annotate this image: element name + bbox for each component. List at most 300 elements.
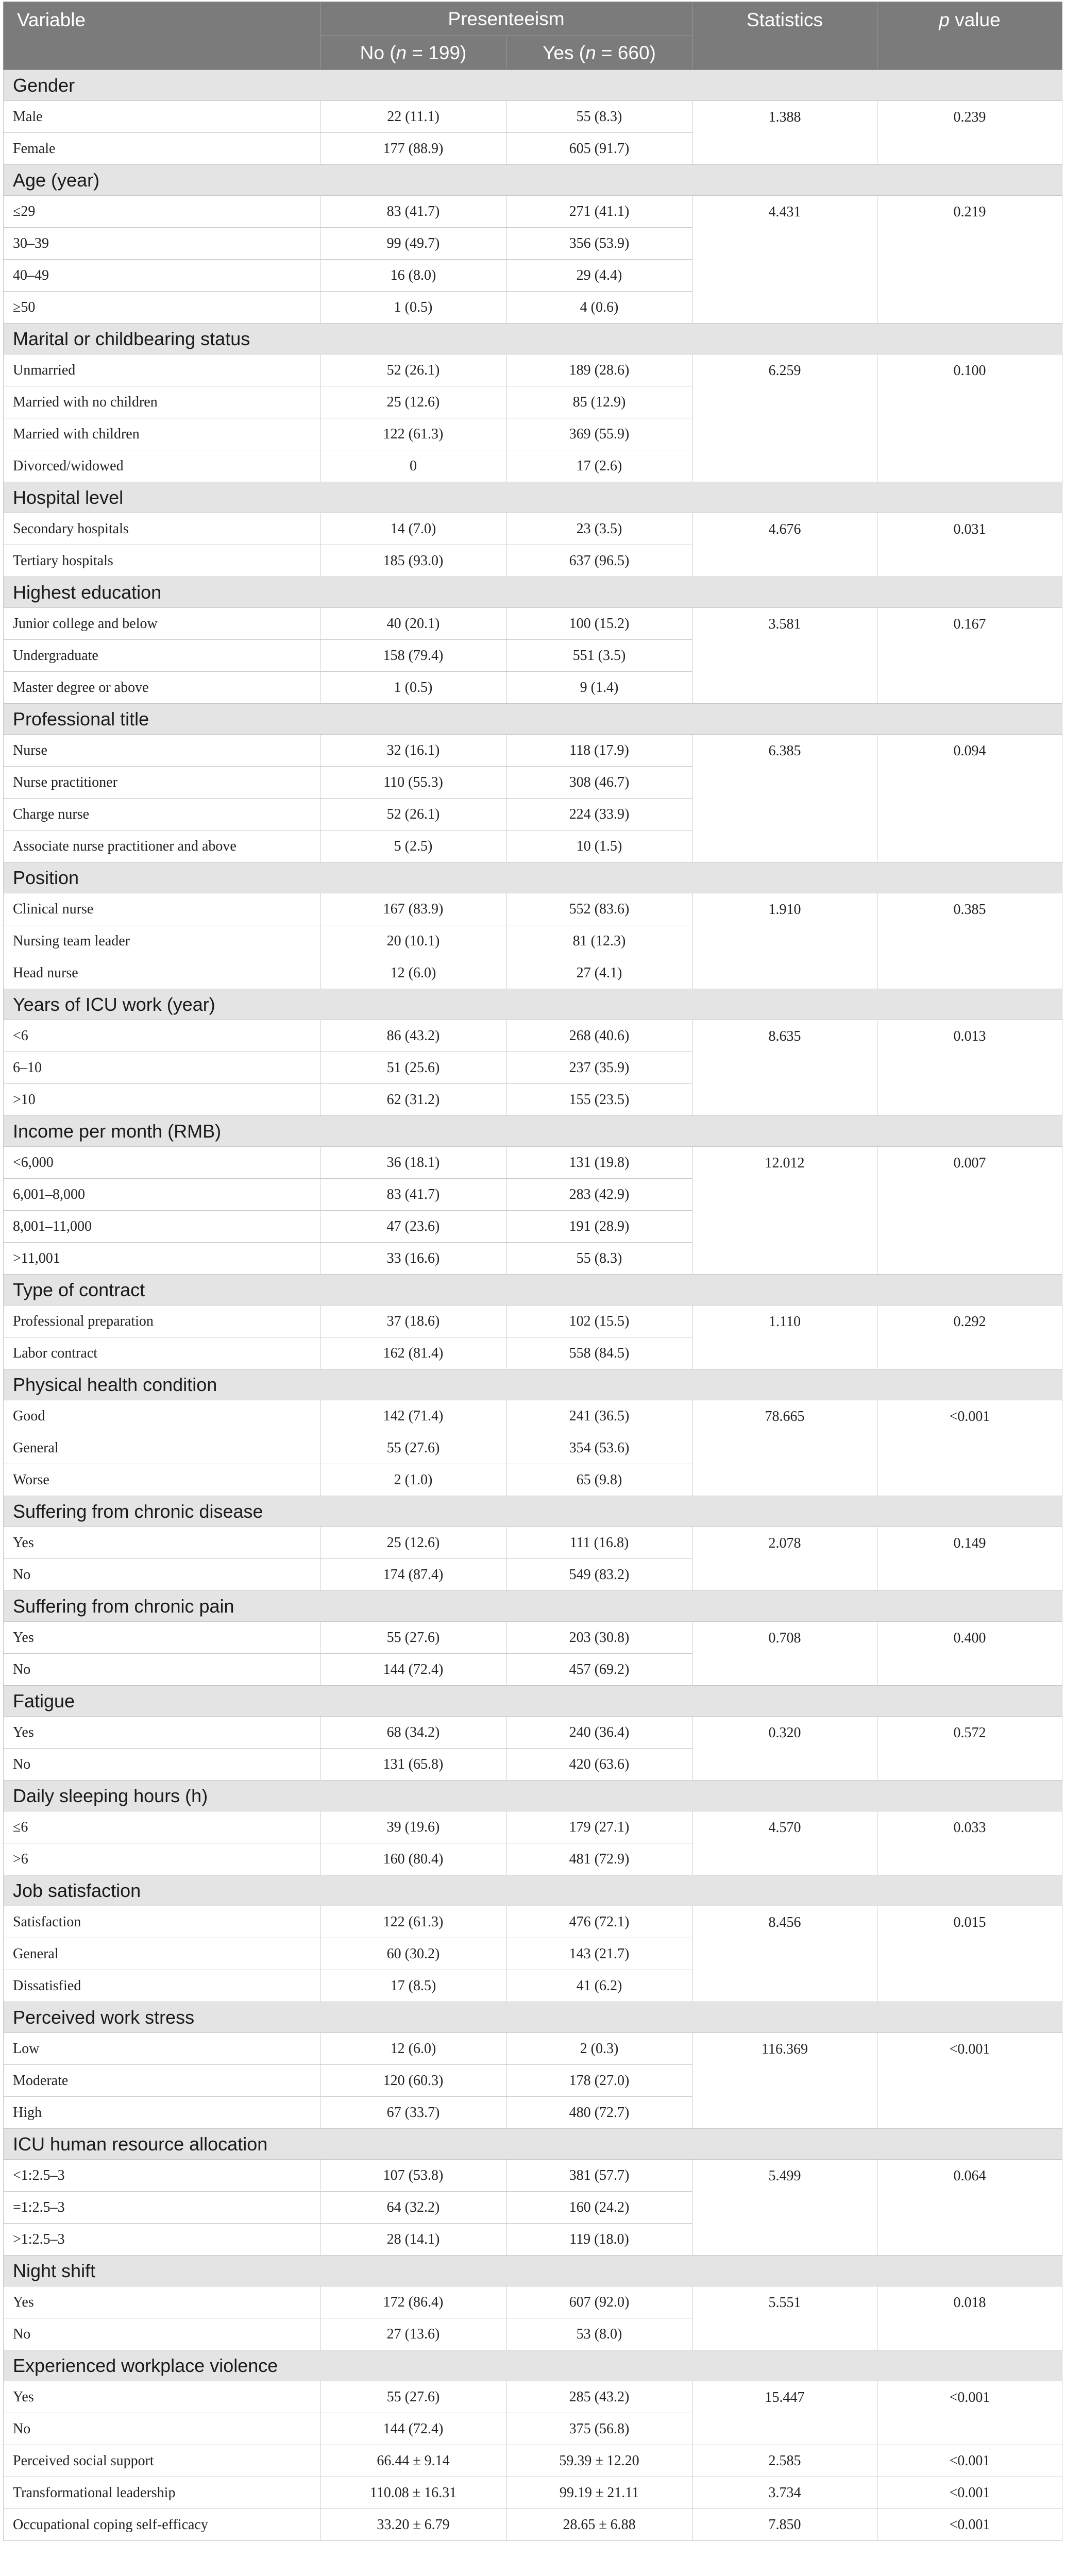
statistic-value: 4.676 xyxy=(692,513,877,577)
yes-presenteeism-value: 99.19 ± 21.11 xyxy=(506,2477,692,2509)
no-presenteeism-value: 60 (30.2) xyxy=(320,1938,506,1970)
section-title: Perceived work stress xyxy=(4,2002,1062,2033)
yes-presenteeism-header xyxy=(506,36,692,70)
yes-presenteeism-value: 179 (27.1) xyxy=(506,1811,692,1843)
no-presenteeism-value: 14 (7.0) xyxy=(320,513,506,545)
table-row xyxy=(4,513,1062,545)
yes-presenteeism-value: 155 (23.5) xyxy=(506,1084,692,1116)
no-n-symbol: n xyxy=(396,42,407,63)
row-label: Junior college and below xyxy=(4,608,320,640)
section-row xyxy=(4,1591,1062,1622)
yes-presenteeism-value: 143 (21.7) xyxy=(506,1938,692,1970)
statistic-value: 2.585 xyxy=(692,2445,877,2477)
variable-header: Variable xyxy=(4,2,320,70)
section-title: Income per month (RMB) xyxy=(4,1116,1062,1147)
yes-presenteeism-value: 27 (4.1) xyxy=(506,957,692,989)
row-label: >6 xyxy=(4,1843,320,1875)
statistic-value: 6.385 xyxy=(692,735,877,862)
no-presenteeism-value: 120 (60.3) xyxy=(320,2065,506,2097)
row-label: Perceived social support xyxy=(4,2445,320,2477)
row-label: Master degree or above xyxy=(4,672,320,704)
no-presenteeism-value: 2 (1.0) xyxy=(320,1464,506,1496)
section-title: Professional title xyxy=(4,704,1062,735)
yes-presenteeism-value: 551 (3.5) xyxy=(506,640,692,672)
row-label: 8,001–11,000 xyxy=(4,1211,320,1243)
section-row xyxy=(4,324,1062,354)
no-presenteeism-value: 83 (41.7) xyxy=(320,1179,506,1211)
row-label: 40–49 xyxy=(4,260,320,292)
yes-presenteeism-value: 283 (42.9) xyxy=(506,1179,692,1211)
row-label: No xyxy=(4,1749,320,1781)
table-row xyxy=(4,735,1062,767)
table-row xyxy=(4,354,1062,386)
no-presenteeism-value: 39 (19.6) xyxy=(320,1811,506,1843)
row-label: High xyxy=(4,2097,320,2129)
section-row xyxy=(4,577,1062,608)
no-presenteeism-value: 33.20 ± 6.79 xyxy=(320,2509,506,2541)
no-presenteeism-value: 66.44 ± 9.14 xyxy=(320,2445,506,2477)
no-presenteeism-value: 51 (25.6) xyxy=(320,1052,506,1084)
yes-presenteeism-value: 81 (12.3) xyxy=(506,925,692,957)
statistic-value: 12.012 xyxy=(692,1147,877,1275)
row-label: Worse xyxy=(4,1464,320,1496)
row-label: General xyxy=(4,1432,320,1464)
p-value: 0.031 xyxy=(877,513,1062,577)
section-row xyxy=(4,1116,1062,1147)
statistic-value: 3.734 xyxy=(692,2477,877,2509)
no-presenteeism-value: 160 (80.4) xyxy=(320,1843,506,1875)
section-title: Job satisfaction xyxy=(4,1875,1062,1906)
no-presenteeism-value: 28 (14.1) xyxy=(320,2224,506,2256)
row-label: Male xyxy=(4,101,320,133)
row-label: ≤6 xyxy=(4,1811,320,1843)
no-presenteeism-value: 52 (26.1) xyxy=(320,354,506,386)
no-presenteeism-value: 1 (0.5) xyxy=(320,292,506,324)
p-value: 0.400 xyxy=(877,1622,1062,1686)
statistic-value: 5.551 xyxy=(692,2286,877,2350)
statistic-value: 3.581 xyxy=(692,608,877,704)
statistic-value: 1.388 xyxy=(692,101,877,165)
row-label: >11,001 xyxy=(4,1243,320,1275)
row-label: Yes xyxy=(4,1717,320,1749)
row-label: No xyxy=(4,1559,320,1591)
no-presenteeism-value: 158 (79.4) xyxy=(320,640,506,672)
p-value: 0.239 xyxy=(877,101,1062,165)
section-row xyxy=(4,165,1062,196)
no-label: No ( xyxy=(360,42,396,63)
statistic-value: 8.456 xyxy=(692,1906,877,2002)
presenteeism-table xyxy=(3,2,1062,2541)
section-row xyxy=(4,2350,1062,2381)
yes-presenteeism-value: 10 (1.5) xyxy=(506,831,692,862)
yes-presenteeism-value: 224 (33.9) xyxy=(506,799,692,831)
no-presenteeism-value: 62 (31.2) xyxy=(320,1084,506,1116)
yes-label: Yes ( xyxy=(543,42,586,63)
p-value: 0.015 xyxy=(877,1906,1062,2002)
p-value-header xyxy=(877,2,1062,70)
row-label: Yes xyxy=(4,2381,320,2413)
table-row xyxy=(4,2477,1062,2509)
table-row xyxy=(4,1147,1062,1179)
yes-presenteeism-value: 381 (57.7) xyxy=(506,2160,692,2192)
yes-presenteeism-value: 111 (16.8) xyxy=(506,1527,692,1559)
yes-presenteeism-value: 375 (56.8) xyxy=(506,2413,692,2445)
yes-presenteeism-value: 356 (53.9) xyxy=(506,228,692,260)
yes-presenteeism-value: 481 (72.9) xyxy=(506,1843,692,1875)
no-presenteeism-value: 52 (26.1) xyxy=(320,799,506,831)
yes-presenteeism-value: 203 (30.8) xyxy=(506,1622,692,1654)
statistic-value: 5.499 xyxy=(692,2160,877,2256)
no-presenteeism-value: 172 (86.4) xyxy=(320,2286,506,2318)
no-presenteeism-value: 131 (65.8) xyxy=(320,1749,506,1781)
row-label: Clinical nurse xyxy=(4,893,320,925)
table-body xyxy=(4,70,1062,2541)
section-row xyxy=(4,2129,1062,2160)
p-value: <0.001 xyxy=(877,2445,1062,2477)
table-row xyxy=(4,1527,1062,1559)
p-value: 0.292 xyxy=(877,1306,1062,1369)
section-row xyxy=(4,1369,1062,1400)
no-presenteeism-value: 47 (23.6) xyxy=(320,1211,506,1243)
table-row xyxy=(4,1306,1062,1337)
section-title: Suffering from chronic pain xyxy=(4,1591,1062,1622)
section-title: ICU human resource allocation xyxy=(4,2129,1062,2160)
yes-presenteeism-value: 41 (6.2) xyxy=(506,1970,692,2002)
row-label: >10 xyxy=(4,1084,320,1116)
table-header xyxy=(4,2,1062,70)
p-value: 0.100 xyxy=(877,354,1062,482)
row-label: Divorced/widowed xyxy=(4,450,320,482)
section-row xyxy=(4,1275,1062,1306)
row-label: Moderate xyxy=(4,2065,320,2097)
yes-presenteeism-value: 271 (41.1) xyxy=(506,196,692,228)
row-label: Unmarried xyxy=(4,354,320,386)
p-value: 0.219 xyxy=(877,196,1062,324)
no-presenteeism-value: 185 (93.0) xyxy=(320,545,506,577)
table-row xyxy=(4,1622,1062,1654)
no-presenteeism-value: 122 (61.3) xyxy=(320,418,506,450)
p-value: 0.149 xyxy=(877,1527,1062,1591)
p-value-text: value xyxy=(949,9,1001,30)
yes-presenteeism-value: 607 (92.0) xyxy=(506,2286,692,2318)
row-label: Tertiary hospitals xyxy=(4,545,320,577)
section-row xyxy=(4,704,1062,735)
yes-presenteeism-value: 100 (15.2) xyxy=(506,608,692,640)
no-presenteeism-value: 27 (13.6) xyxy=(320,2318,506,2350)
yes-presenteeism-value: 241 (36.5) xyxy=(506,1400,692,1432)
yes-presenteeism-value: 55 (8.3) xyxy=(506,101,692,133)
section-title: Years of ICU work (year) xyxy=(4,989,1062,1020)
yes-presenteeism-value: 53 (8.0) xyxy=(506,2318,692,2350)
section-title: Suffering from chronic disease xyxy=(4,1496,1062,1527)
yes-presenteeism-value: 480 (72.7) xyxy=(506,2097,692,2129)
row-label: Married with children xyxy=(4,418,320,450)
no-presenteeism-value: 144 (72.4) xyxy=(320,1654,506,1686)
row-label: Married with no children xyxy=(4,386,320,418)
section-row xyxy=(4,482,1062,513)
no-presenteeism-value: 0 xyxy=(320,450,506,482)
table-row xyxy=(4,2445,1062,2477)
yes-presenteeism-value: 268 (40.6) xyxy=(506,1020,692,1052)
no-presenteeism-value: 25 (12.6) xyxy=(320,1527,506,1559)
no-presenteeism-value: 86 (43.2) xyxy=(320,1020,506,1052)
yes-presenteeism-value: 2 (0.3) xyxy=(506,2033,692,2065)
table-row xyxy=(4,1400,1062,1432)
section-title: Night shift xyxy=(4,2256,1062,2286)
p-value: <0.001 xyxy=(877,1400,1062,1496)
row-label: Charge nurse xyxy=(4,799,320,831)
no-presenteeism-value: 32 (16.1) xyxy=(320,735,506,767)
row-label: General xyxy=(4,1938,320,1970)
yes-presenteeism-value: 119 (18.0) xyxy=(506,2224,692,2256)
no-presenteeism-value: 25 (12.6) xyxy=(320,386,506,418)
section-title: Gender xyxy=(4,70,1062,101)
no-presenteeism-value: 12 (6.0) xyxy=(320,957,506,989)
yes-presenteeism-value: 354 (53.6) xyxy=(506,1432,692,1464)
no-presenteeism-value: 17 (8.5) xyxy=(320,1970,506,2002)
no-presenteeism-value: 40 (20.1) xyxy=(320,608,506,640)
table-row xyxy=(4,608,1062,640)
no-presenteeism-value: 16 (8.0) xyxy=(320,260,506,292)
yes-presenteeism-value: 476 (72.1) xyxy=(506,1906,692,1938)
row-label: Yes xyxy=(4,1527,320,1559)
row-label: Good xyxy=(4,1400,320,1432)
yes-presenteeism-value: 637 (96.5) xyxy=(506,545,692,577)
no-presenteeism-value: 177 (88.9) xyxy=(320,133,506,165)
statistic-value: 4.570 xyxy=(692,1811,877,1875)
p-value: 0.167 xyxy=(877,608,1062,704)
no-presenteeism-value: 110.08 ± 16.31 xyxy=(320,2477,506,2509)
yes-presenteeism-value: 65 (9.8) xyxy=(506,1464,692,1496)
section-row xyxy=(4,2256,1062,2286)
statistic-value: 4.431 xyxy=(692,196,877,324)
p-value: 0.572 xyxy=(877,1717,1062,1781)
statistic-value: 0.708 xyxy=(692,1622,877,1686)
table-row xyxy=(4,196,1062,228)
row-label: Professional preparation xyxy=(4,1306,320,1337)
yes-presenteeism-value: 308 (46.7) xyxy=(506,767,692,799)
table-row xyxy=(4,2286,1062,2318)
no-presenteeism-value: 67 (33.7) xyxy=(320,2097,506,2129)
section-title: Physical health condition xyxy=(4,1369,1062,1400)
yes-presenteeism-value: 17 (2.6) xyxy=(506,450,692,482)
table-row xyxy=(4,893,1062,925)
row-label: Low xyxy=(4,2033,320,2065)
row-label: Occupational coping self-efficacy xyxy=(4,2509,320,2541)
row-label: ≤29 xyxy=(4,196,320,228)
section-row xyxy=(4,862,1062,893)
section-row xyxy=(4,1875,1062,1906)
p-symbol: p xyxy=(939,9,950,30)
row-label: Dissatisfied xyxy=(4,1970,320,2002)
no-presenteeism-value: 12 (6.0) xyxy=(320,2033,506,2065)
yes-presenteeism-value: 237 (35.9) xyxy=(506,1052,692,1084)
row-label: 6,001–8,000 xyxy=(4,1179,320,1211)
yes-count: = 660) xyxy=(596,42,656,63)
row-label: Nursing team leader xyxy=(4,925,320,957)
section-title: Age (year) xyxy=(4,165,1062,196)
section-row xyxy=(4,1496,1062,1527)
yes-presenteeism-value: 549 (83.2) xyxy=(506,1559,692,1591)
yes-presenteeism-value: 558 (84.5) xyxy=(506,1337,692,1369)
yes-presenteeism-value: 59.39 ± 12.20 xyxy=(506,2445,692,2477)
yes-presenteeism-value: 55 (8.3) xyxy=(506,1243,692,1275)
no-presenteeism-value: 64 (32.2) xyxy=(320,2192,506,2224)
section-title: Fatigue xyxy=(4,1686,1062,1717)
no-presenteeism-value: 1 (0.5) xyxy=(320,672,506,704)
no-presenteeism-value: 36 (18.1) xyxy=(320,1147,506,1179)
section-title: Highest education xyxy=(4,577,1062,608)
no-presenteeism-value: 110 (55.3) xyxy=(320,767,506,799)
p-value: 0.007 xyxy=(877,1147,1062,1275)
table-row xyxy=(4,101,1062,133)
statistic-value: 15.447 xyxy=(692,2381,877,2445)
row-label: No xyxy=(4,2318,320,2350)
statistic-value: 2.078 xyxy=(692,1527,877,1591)
row-label: Transformational leadership xyxy=(4,2477,320,2509)
p-value: <0.001 xyxy=(877,2381,1062,2445)
yes-presenteeism-value: 9 (1.4) xyxy=(506,672,692,704)
yes-presenteeism-value: 285 (43.2) xyxy=(506,2381,692,2413)
row-label: Yes xyxy=(4,1622,320,1654)
section-title: Daily sleeping hours (h) xyxy=(4,1781,1062,1811)
p-value: 0.013 xyxy=(877,1020,1062,1116)
p-value: 0.018 xyxy=(877,2286,1062,2350)
row-label: Yes xyxy=(4,2286,320,2318)
yes-presenteeism-value: 420 (63.6) xyxy=(506,1749,692,1781)
row-label: Head nurse xyxy=(4,957,320,989)
table-row xyxy=(4,2381,1062,2413)
yes-presenteeism-value: 191 (28.9) xyxy=(506,1211,692,1243)
p-value: <0.001 xyxy=(877,2033,1062,2129)
no-presenteeism-value: 162 (81.4) xyxy=(320,1337,506,1369)
table-row xyxy=(4,1811,1062,1843)
yes-presenteeism-value: 131 (19.8) xyxy=(506,1147,692,1179)
statistic-value: 8.635 xyxy=(692,1020,877,1116)
row-label: Satisfaction xyxy=(4,1906,320,1938)
row-label: Nurse practitioner xyxy=(4,767,320,799)
section-row xyxy=(4,989,1062,1020)
yes-presenteeism-value: 102 (15.5) xyxy=(506,1306,692,1337)
yes-presenteeism-value: 240 (36.4) xyxy=(506,1717,692,1749)
yes-presenteeism-value: 369 (55.9) xyxy=(506,418,692,450)
table-row xyxy=(4,1717,1062,1749)
section-row xyxy=(4,70,1062,101)
yes-n-symbol: n xyxy=(585,42,596,63)
row-label: =1:2.5–3 xyxy=(4,2192,320,2224)
yes-presenteeism-value: 23 (3.5) xyxy=(506,513,692,545)
statistic-value: 1.910 xyxy=(692,893,877,989)
table-row xyxy=(4,1020,1062,1052)
table-row xyxy=(4,2160,1062,2192)
yes-presenteeism-value: 457 (69.2) xyxy=(506,1654,692,1686)
no-presenteeism-value: 55 (27.6) xyxy=(320,2381,506,2413)
no-presenteeism-header xyxy=(320,36,506,70)
section-row xyxy=(4,1781,1062,1811)
no-presenteeism-value: 83 (41.7) xyxy=(320,196,506,228)
section-row xyxy=(4,1686,1062,1717)
p-value: <0.001 xyxy=(877,2477,1062,2509)
statistic-value: 116.369 xyxy=(692,2033,877,2129)
no-presenteeism-value: 122 (61.3) xyxy=(320,1906,506,1938)
yes-presenteeism-value: 160 (24.2) xyxy=(506,2192,692,2224)
section-title: Experienced workplace violence xyxy=(4,2350,1062,2381)
p-value: 0.385 xyxy=(877,893,1062,989)
row-label: Nurse xyxy=(4,735,320,767)
table-row xyxy=(4,1906,1062,1938)
row-label: <6,000 xyxy=(4,1147,320,1179)
section-title: Position xyxy=(4,862,1062,893)
no-presenteeism-value: 22 (11.1) xyxy=(320,101,506,133)
row-label: <6 xyxy=(4,1020,320,1052)
yes-presenteeism-value: 29 (4.4) xyxy=(506,260,692,292)
row-label: >1:2.5–3 xyxy=(4,2224,320,2256)
no-presenteeism-value: 167 (83.9) xyxy=(320,893,506,925)
row-label: No xyxy=(4,1654,320,1686)
row-label: Labor contract xyxy=(4,1337,320,1369)
row-label: Secondary hospitals xyxy=(4,513,320,545)
row-label: Associate nurse practitioner and above xyxy=(4,831,320,862)
row-label: Female xyxy=(4,133,320,165)
no-presenteeism-value: 142 (71.4) xyxy=(320,1400,506,1432)
presenteeism-header: Presenteeism xyxy=(320,2,692,36)
p-value: <0.001 xyxy=(877,2509,1062,2541)
table-row xyxy=(4,2509,1062,2541)
statistic-value: 0.320 xyxy=(692,1717,877,1781)
yes-presenteeism-value: 118 (17.9) xyxy=(506,735,692,767)
no-presenteeism-value: 55 (27.6) xyxy=(320,1432,506,1464)
no-presenteeism-value: 174 (87.4) xyxy=(320,1559,506,1591)
statistic-value: 78.665 xyxy=(692,1400,877,1496)
table-row xyxy=(4,2033,1062,2065)
section-title: Hospital level xyxy=(4,482,1062,513)
row-label: Undergraduate xyxy=(4,640,320,672)
no-presenteeism-value: 99 (49.7) xyxy=(320,228,506,260)
yes-presenteeism-value: 28.65 ± 6.88 xyxy=(506,2509,692,2541)
no-presenteeism-value: 5 (2.5) xyxy=(320,831,506,862)
section-title: Marital or childbearing status xyxy=(4,324,1062,354)
yes-presenteeism-value: 4 (0.6) xyxy=(506,292,692,324)
no-presenteeism-value: 20 (10.1) xyxy=(320,925,506,957)
no-presenteeism-value: 144 (72.4) xyxy=(320,2413,506,2445)
yes-presenteeism-value: 178 (27.0) xyxy=(506,2065,692,2097)
no-count: = 199) xyxy=(407,42,467,63)
no-presenteeism-value: 68 (34.2) xyxy=(320,1717,506,1749)
no-presenteeism-value: 37 (18.6) xyxy=(320,1306,506,1337)
statistic-value: 6.259 xyxy=(692,354,877,482)
row-label: 6–10 xyxy=(4,1052,320,1084)
row-label: 30–39 xyxy=(4,228,320,260)
row-label: ≥50 xyxy=(4,292,320,324)
row-label: No xyxy=(4,2413,320,2445)
no-presenteeism-value: 55 (27.6) xyxy=(320,1622,506,1654)
no-presenteeism-value: 107 (53.8) xyxy=(320,2160,506,2192)
section-title: Type of contract xyxy=(4,1275,1062,1306)
yes-presenteeism-value: 552 (83.6) xyxy=(506,893,692,925)
yes-presenteeism-value: 189 (28.6) xyxy=(506,354,692,386)
yes-presenteeism-value: 605 (91.7) xyxy=(506,133,692,165)
p-value: 0.064 xyxy=(877,2160,1062,2256)
statistic-value: 1.110 xyxy=(692,1306,877,1369)
p-value: 0.033 xyxy=(877,1811,1062,1875)
row-label: <1:2.5–3 xyxy=(4,2160,320,2192)
p-value: 0.094 xyxy=(877,735,1062,862)
yes-presenteeism-value: 85 (12.9) xyxy=(506,386,692,418)
statistics-header: Statistics xyxy=(692,2,877,70)
section-row xyxy=(4,2002,1062,2033)
no-presenteeism-value: 33 (16.6) xyxy=(320,1243,506,1275)
statistic-value: 7.850 xyxy=(692,2509,877,2541)
